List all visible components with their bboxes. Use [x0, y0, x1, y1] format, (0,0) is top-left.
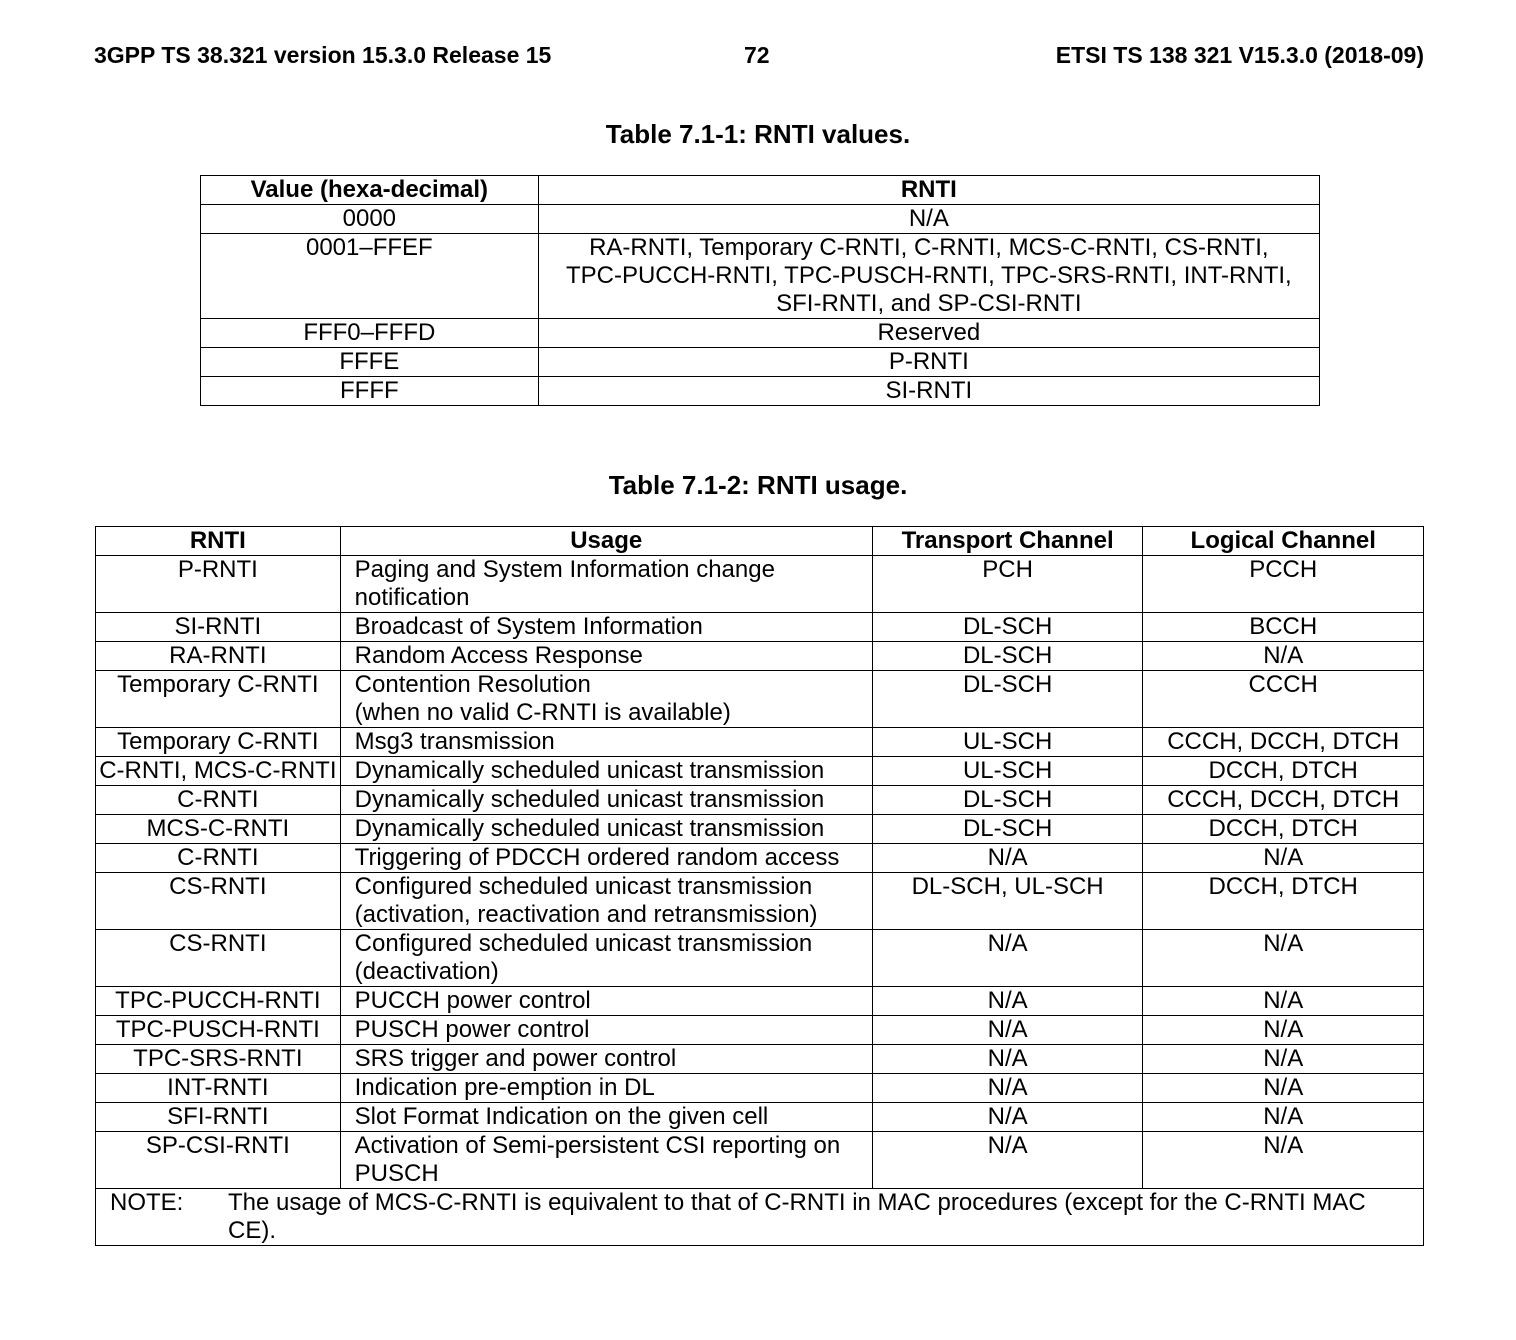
cell-rnti: SI-RNTI [96, 613, 341, 642]
cell-logical-channel: N/A [1143, 1074, 1424, 1103]
cell-transport-channel: N/A [872, 1016, 1143, 1045]
cell-usage: Paging and System Information change notification [340, 556, 872, 613]
cell-usage: Triggering of PDCCH ordered random access [340, 844, 872, 873]
cell-usage: Contention Resolution (when no valid C-RNTI is available) [340, 671, 872, 728]
cell-usage: Indication pre-emption in DL [340, 1074, 872, 1103]
cell-usage: Configured scheduled unicast transmission (deactivation) [340, 930, 872, 987]
table-row [96, 844, 1424, 873]
table-row [96, 873, 1424, 930]
cell-rnti: P-RNTI [96, 556, 341, 613]
cell-logical-channel: DCCH, DTCH [1143, 757, 1424, 786]
cell-transport-channel: UL-SCH [872, 728, 1143, 757]
cell-logical-channel: N/A [1143, 987, 1424, 1016]
table-row [96, 642, 1424, 671]
note-text: The usage of MCS-C-RNTI is equivalent to that of C-RNTI in MAC procedures (except for the C-RNTI MAC CE). [228, 1189, 1366, 1244]
document-title: 3GPP TS 38.321 version 15.3.0 Release 15 [94, 42, 552, 68]
table2-caption: Table 7.1-2: RNTI usage. [608, 470, 908, 500]
cell-rnti: N/A [538, 205, 1319, 234]
table-row [96, 930, 1424, 987]
cell-usage: SRS trigger and power control [340, 1045, 872, 1074]
cell-rnti: Temporary C-RNTI [96, 728, 341, 757]
note-cell [96, 1189, 1424, 1246]
table-row [201, 377, 1320, 406]
cell-rnti: SP-CSI-RNTI [96, 1132, 341, 1189]
cell-rnti: Reserved [538, 319, 1319, 348]
cell-rnti: TPC-SRS-RNTI [96, 1045, 341, 1074]
table1-body [201, 205, 1320, 406]
cell-transport-channel: PCH [872, 556, 1143, 613]
table-row [96, 671, 1424, 728]
cell-rnti: SI-RNTI [538, 377, 1319, 406]
cell-usage: Slot Format Indication on the given cell [340, 1103, 872, 1132]
cell-usage: PUSCH power control [340, 1016, 872, 1045]
cell-logical-channel: N/A [1143, 1132, 1424, 1189]
cell-logical-channel: CCCH [1143, 671, 1424, 728]
cell-transport-channel: N/A [872, 987, 1143, 1016]
cell-rnti: C-RNTI [96, 844, 341, 873]
column-header-value: Value (hexa-decimal) [201, 176, 539, 205]
cell-rnti: C-RNTI, MCS-C-RNTI [96, 757, 341, 786]
cell-transport-channel: N/A [872, 1074, 1143, 1103]
cell-transport-channel: DL-SCH [872, 815, 1143, 844]
table-row [96, 786, 1424, 815]
note-label: NOTE: [110, 1189, 184, 1216]
cell-usage: Msg3 transmission [340, 728, 872, 757]
cell-logical-channel: PCCH [1143, 556, 1424, 613]
table-row [96, 1016, 1424, 1045]
column-header-usage: Usage [340, 527, 872, 556]
cell-rnti: TPC-PUSCH-RNTI [96, 1016, 341, 1045]
cell-usage: Dynamically scheduled unicast transmission [340, 786, 872, 815]
table-row [201, 319, 1320, 348]
cell-logical-channel: N/A [1143, 1045, 1424, 1074]
cell-transport-channel: N/A [872, 1045, 1143, 1074]
note-row [96, 1189, 1424, 1246]
page-header [94, 40, 1424, 72]
table-header-row [201, 176, 1320, 205]
cell-usage: Dynamically scheduled unicast transmission [340, 815, 872, 844]
table-row [96, 1074, 1424, 1103]
cell-logical-channel: DCCH, DTCH [1143, 873, 1424, 930]
rnti-values-table [200, 175, 1320, 406]
column-header-transport-channel: Transport Channel [872, 527, 1143, 556]
cell-transport-channel: N/A [872, 1132, 1143, 1189]
table2-body [96, 556, 1424, 1189]
cell-value: FFFF [201, 377, 539, 406]
table-row [96, 556, 1424, 613]
cell-rnti: P-RNTI [538, 348, 1319, 377]
cell-transport-channel: DL-SCH, UL-SCH [872, 873, 1143, 930]
cell-logical-channel: N/A [1143, 1016, 1424, 1045]
cell-transport-channel: UL-SCH [872, 757, 1143, 786]
cell-rnti: CS-RNTI [96, 873, 341, 930]
table-row [96, 815, 1424, 844]
cell-usage: Configured scheduled unicast transmission (activation, reactivation and retransmission) [340, 873, 872, 930]
cell-logical-channel: DCCH, DTCH [1143, 815, 1424, 844]
cell-logical-channel: N/A [1143, 1103, 1424, 1132]
table-header-row [96, 527, 1424, 556]
table-row [96, 613, 1424, 642]
cell-usage: Random Access Response [340, 642, 872, 671]
cell-transport-channel: N/A [872, 1103, 1143, 1132]
cell-value: FFF0–FFFD [201, 319, 539, 348]
cell-logical-channel: N/A [1143, 844, 1424, 873]
cell-transport-channel: DL-SCH [872, 786, 1143, 815]
table1-caption: Table 7.1-1: RNTI values. [605, 119, 911, 149]
column-header-logical-channel: Logical Channel [1143, 527, 1424, 556]
table-row [96, 1045, 1424, 1074]
cell-value: 0000 [201, 205, 539, 234]
cell-transport-channel: N/A [872, 930, 1143, 987]
table-row [96, 1132, 1424, 1189]
cell-transport-channel: DL-SCH [872, 613, 1143, 642]
cell-logical-channel: N/A [1143, 930, 1424, 987]
cell-value: 0001–FFEF [201, 234, 539, 319]
cell-transport-channel: DL-SCH [872, 642, 1143, 671]
cell-transport-channel: N/A [872, 844, 1143, 873]
table-row [201, 348, 1320, 377]
column-header-rnti: RNTI [538, 176, 1319, 205]
page-number: 72 [744, 42, 770, 68]
cell-rnti: TPC-PUCCH-RNTI [96, 987, 341, 1016]
table-row [96, 987, 1424, 1016]
cell-rnti: SFI-RNTI [96, 1103, 341, 1132]
cell-value: FFFE [201, 348, 539, 377]
cell-logical-channel: BCCH [1143, 613, 1424, 642]
table-row [96, 728, 1424, 757]
cell-usage: PUCCH power control [340, 987, 872, 1016]
table-row [201, 205, 1320, 234]
rnti-usage-table [95, 526, 1424, 1246]
table-row [96, 1103, 1424, 1132]
cell-rnti: RA-RNTI [96, 642, 341, 671]
table-row [96, 757, 1424, 786]
cell-rnti: C-RNTI [96, 786, 341, 815]
cell-transport-channel: DL-SCH [872, 671, 1143, 728]
cell-rnti: Temporary C-RNTI [96, 671, 341, 728]
cell-logical-channel: N/A [1143, 642, 1424, 671]
cell-logical-channel: CCCH, DCCH, DTCH [1143, 728, 1424, 757]
cell-rnti: RA-RNTI, Temporary C-RNTI, C-RNTI, MCS-C-RNTI, CS-RNTI, TPC-PUCCH-RNTI, TPC-PUSCH-RNTI, TPC-SRS-RNTI, INT-RNTI, SFI-RNTI, and SP-CSI-RNTI [538, 234, 1319, 319]
table-row [201, 234, 1320, 319]
cell-usage: Dynamically scheduled unicast transmission [340, 757, 872, 786]
cell-rnti: CS-RNTI [96, 930, 341, 987]
cell-rnti: INT-RNTI [96, 1074, 341, 1103]
document-reference: ETSI TS 138 321 V15.3.0 (2018-09) [1055, 42, 1424, 68]
cell-usage: Activation of Semi-persistent CSI reporting on PUSCH [340, 1132, 872, 1189]
cell-usage: Broadcast of System Information [340, 613, 872, 642]
cell-logical-channel: CCCH, DCCH, DTCH [1143, 786, 1424, 815]
column-header-rnti: RNTI [96, 527, 341, 556]
cell-rnti: MCS-C-RNTI [96, 815, 341, 844]
